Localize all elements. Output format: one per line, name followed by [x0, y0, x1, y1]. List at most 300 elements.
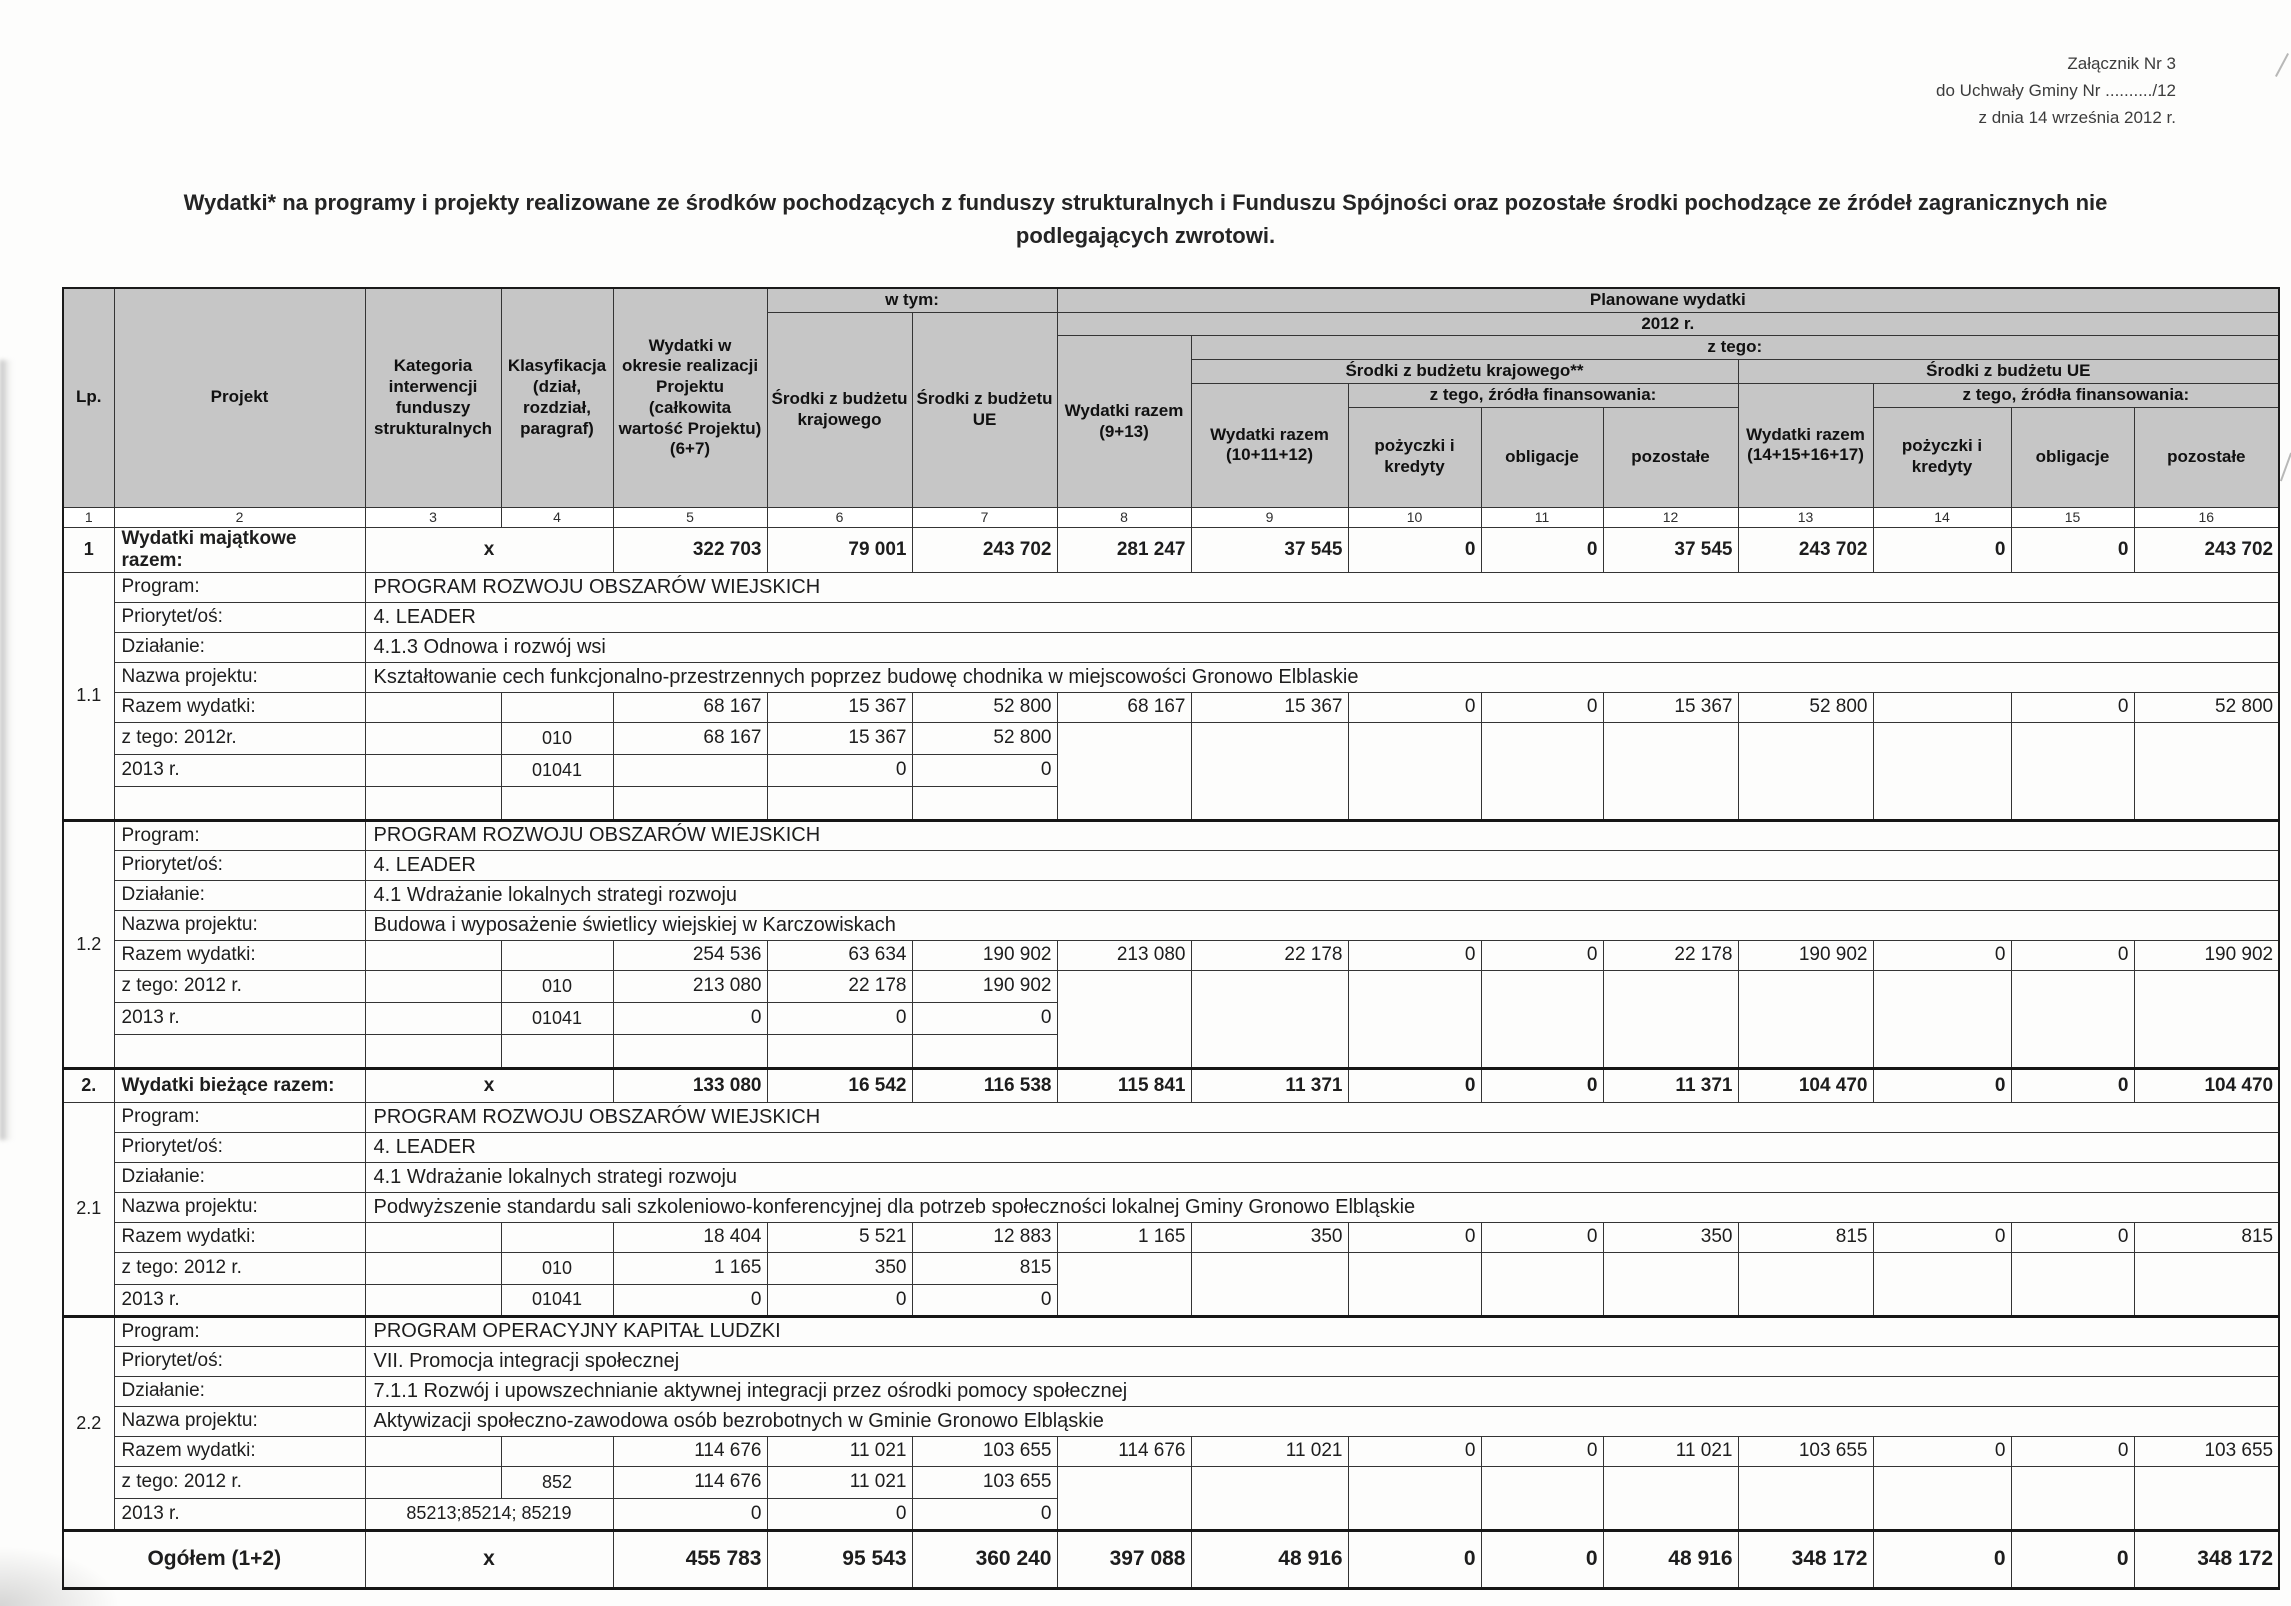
- scan-artifact: [0, 360, 13, 1140]
- razem-value: 103 655: [1738, 1436, 1873, 1466]
- summary-value: 11 371: [1191, 1068, 1348, 1102]
- razem-value: 68 167: [613, 692, 767, 722]
- empty-cell: [1738, 1252, 1873, 1316]
- empty-cell: [1873, 1466, 2011, 1530]
- summary-value: 16 542: [767, 1068, 912, 1102]
- header-srodki-krajowe-2: Środki z budżetu krajowego**: [1191, 360, 1738, 384]
- razem-value: 18 404: [613, 1222, 767, 1252]
- section-2-2-dzialanie-row: [63, 1376, 2279, 1406]
- empty-cell: [365, 1284, 501, 1316]
- razem-value: 103 655: [912, 1436, 1057, 1466]
- section-lp: 1.1: [63, 572, 114, 820]
- year-2013-value: 0: [767, 1002, 912, 1034]
- empty-cell: [365, 692, 501, 722]
- razem-value: 254 536: [613, 940, 767, 970]
- year-2012-value: 350: [767, 1252, 912, 1284]
- year-2013-value: 0: [613, 1002, 767, 1034]
- grand-total-value: 348 172: [2134, 1530, 2279, 1588]
- col-number: 15: [2011, 507, 2134, 527]
- empty-cell: [2011, 970, 2134, 1068]
- nazwa-label: Nazwa projektu:: [114, 910, 365, 940]
- header-obligacje-kraj: obligacje: [1481, 407, 1603, 507]
- col-number: 14: [1873, 507, 2011, 527]
- year-2013-value: 0: [912, 1002, 1057, 1034]
- razem-value: 0: [1481, 692, 1603, 722]
- year-2013-value: [613, 754, 767, 786]
- program-value: PROGRAM ROZWOJU OBSZARÓW WIEJSKICH: [365, 820, 2279, 850]
- grand-total-value: 360 240: [912, 1530, 1057, 1588]
- program-value: PROGRAM ROZWOJU OBSZARÓW WIEJSKICH: [365, 1102, 2279, 1132]
- nazwa-value: Aktywizacji społeczno-zawodowa osób bezrobotnych w Gminie Gronowo Elbląskie: [365, 1406, 2279, 1436]
- year-2013-value: 0: [912, 754, 1057, 786]
- empty-cell: [501, 786, 613, 820]
- summary-value: 11 371: [1603, 1068, 1738, 1102]
- section-2-2-priorytet-row: [63, 1346, 2279, 1376]
- empty-cell: [501, 1034, 613, 1068]
- razem-value: 0: [1873, 1222, 2011, 1252]
- summary-value: 281 247: [1057, 527, 1191, 572]
- title-line-2: podlegających zwrotowi.: [1015, 223, 1276, 248]
- year-2013-label: 2013 r.: [114, 754, 365, 786]
- razem-value: 114 676: [1057, 1436, 1191, 1466]
- razem-value: 350: [1603, 1222, 1738, 1252]
- empty-cell: [501, 1222, 613, 1252]
- year-2013-value: 0: [767, 1498, 912, 1530]
- summary-value: 322 703: [613, 527, 767, 572]
- grand-total-value: 0: [2011, 1530, 2134, 1588]
- year-2013-value: 0: [613, 1284, 767, 1316]
- empty-cell: [1191, 722, 1348, 820]
- nazwa-value: Podwyższenie standardu sali szkoleniowo-konferencyjnej dla potrzeb społeczności lokalnej Gminy Gronowo Elbląskie: [365, 1192, 2279, 1222]
- col-number: 5: [613, 507, 767, 527]
- col-number: 10: [1348, 507, 1481, 527]
- program-label: Program:: [114, 820, 365, 850]
- nazwa-label: Nazwa projektu:: [114, 1406, 365, 1436]
- section-2-2-2012-row: [63, 1466, 2279, 1498]
- empty-cell: [1191, 1466, 1348, 1530]
- empty-cell: [1057, 1252, 1191, 1316]
- year-2013-label: 2013 r.: [114, 1284, 365, 1316]
- nazwa-label: Nazwa projektu:: [114, 1192, 365, 1222]
- table-header: [63, 288, 2279, 507]
- empty-cell: [912, 786, 1057, 820]
- empty-cell: [1873, 722, 2011, 820]
- empty-cell: [1603, 722, 1738, 820]
- header-pozostale-ue: pozostałe: [2134, 407, 2279, 507]
- summary-row-capital: [63, 527, 2279, 572]
- klasyfikacja-value: 01041: [501, 754, 613, 786]
- section-1-2-dzialanie-row: [63, 880, 2279, 910]
- empty-cell: [2134, 970, 2279, 1068]
- summary-value: 79 001: [767, 527, 912, 572]
- priorytet-value: 4. LEADER: [365, 850, 2279, 880]
- x-mark: x: [365, 1068, 613, 1102]
- scan-artifact: [2275, 53, 2289, 77]
- summary-value: 243 702: [2134, 527, 2279, 572]
- razem-value: 22 178: [1191, 940, 1348, 970]
- year-2013-value: 0: [613, 1498, 767, 1530]
- razem-value: 0: [1873, 1436, 2011, 1466]
- year-2012-value: 190 902: [912, 970, 1057, 1002]
- klasyfikacja-value: 010: [501, 970, 613, 1002]
- section-lp: 2.2: [63, 1316, 114, 1530]
- empty-cell: [1348, 722, 1481, 820]
- razem-value: 11 021: [1603, 1436, 1738, 1466]
- col-number: 2: [114, 507, 365, 527]
- summary-value: 0: [1873, 1068, 2011, 1102]
- empty-cell: [1738, 970, 1873, 1068]
- year-2012-value: 22 178: [767, 970, 912, 1002]
- empty-cell: [365, 754, 501, 786]
- razem-value: 0: [1348, 692, 1481, 722]
- grand-total-label: Ogółem (1+2): [63, 1530, 365, 1588]
- razem-value: 0: [1481, 940, 1603, 970]
- klasyfikacja-value: 85213;85214; 85219: [365, 1498, 613, 1530]
- grand-total-value: 0: [1873, 1530, 2011, 1588]
- col-number: 16: [2134, 507, 2279, 527]
- priorytet-label: Priorytet/oś:: [114, 850, 365, 880]
- section-1-1-program-row: [63, 572, 2279, 602]
- empty-cell: [1603, 1252, 1738, 1316]
- empty-cell: [1603, 970, 1738, 1068]
- empty-cell: [1191, 970, 1348, 1068]
- year-2013-value: 0: [912, 1284, 1057, 1316]
- program-value: PROGRAM ROZWOJU OBSZARÓW WIEJSKICH: [365, 572, 2279, 602]
- resolution-number: do Uchwały Gminy Nr ........../12: [1936, 81, 2176, 101]
- empty-cell: [1348, 970, 1481, 1068]
- empty-cell: [1057, 1466, 1191, 1530]
- section-1-2-priorytet-row: [63, 850, 2279, 880]
- summary-value: 37 545: [1603, 527, 1738, 572]
- header-pozyczki-kraj: pożyczki i kredyty: [1348, 407, 1481, 507]
- empty-cell: [1481, 970, 1603, 1068]
- empty-cell: [1738, 722, 1873, 820]
- summary-lp: 2.: [63, 1068, 114, 1102]
- nazwa-value: Budowa i wyposażenie świetlicy wiejskiej w Karczowiskach: [365, 910, 2279, 940]
- summary-row-current: [63, 1068, 2279, 1102]
- empty-cell: [365, 1466, 501, 1498]
- header-srodki-ue-2: Środki z budżetu UE: [1738, 360, 2279, 384]
- resolution-date: z dnia 14 września 2012 r.: [1978, 108, 2176, 128]
- dzialanie-value: 4.1 Wdrażanie lokalnych strategi rozwoju: [365, 1162, 2279, 1192]
- program-label: Program:: [114, 572, 365, 602]
- razem-value: 815: [1738, 1222, 1873, 1252]
- dzialanie-value: 4.1 Wdrażanie lokalnych strategi rozwoju: [365, 880, 2279, 910]
- col-number: 4: [501, 507, 613, 527]
- program-label: Program:: [114, 1102, 365, 1132]
- col-number: 1: [63, 507, 114, 527]
- summary-label: Wydatki bieżące razem:: [114, 1068, 365, 1102]
- header-z-tego: z tego:: [1191, 336, 2279, 360]
- header-pozostale-kraj: pozostałe: [1603, 407, 1738, 507]
- header-kategoria: Kategoria interwencji funduszy strukturalnych: [365, 288, 501, 507]
- empty-cell: [365, 1034, 501, 1068]
- section-2-1-priorytet-row: [63, 1132, 2279, 1162]
- year-2012-value: 114 676: [613, 1466, 767, 1498]
- grand-total-value: 0: [1348, 1530, 1481, 1588]
- summary-value: 0: [1481, 527, 1603, 572]
- year-2012-value: 52 800: [912, 722, 1057, 754]
- dzialanie-value: 4.1.3 Odnowa i rozwój wsi: [365, 632, 2279, 662]
- summary-value: 104 470: [1738, 1068, 1873, 1102]
- section-1-1-2012-row: [63, 722, 2279, 754]
- expenses-table: [62, 287, 2280, 1590]
- summary-value: 243 702: [1738, 527, 1873, 572]
- year-2013-value: 0: [912, 1498, 1057, 1530]
- empty-cell: [767, 1034, 912, 1068]
- empty-cell: [613, 786, 767, 820]
- klasyfikacja-value: 852: [501, 1466, 613, 1498]
- section-2-2-razem-row: [63, 1436, 2279, 1466]
- razem-value: 0: [2011, 692, 2134, 722]
- nazwa-label: Nazwa projektu:: [114, 662, 365, 692]
- section-1-1-dzialanie-row: [63, 632, 2279, 662]
- column-number-row: [63, 507, 2279, 527]
- razem-value: 0: [2011, 1436, 2134, 1466]
- empty-cell: [365, 722, 501, 754]
- razem-value: 0: [2011, 940, 2134, 970]
- section-1-2-2012-row: [63, 970, 2279, 1002]
- razem-value: 52 800: [2134, 692, 2279, 722]
- year-2013-value: 0: [767, 1284, 912, 1316]
- empty-cell: [2011, 1252, 2134, 1316]
- razem-value: 815: [2134, 1222, 2279, 1252]
- nazwa-value: Kształtowanie cech funkcjonalno-przestrzennych poprzez budowę chodnika w miejscowości Gronowo Elblaskie: [365, 662, 2279, 692]
- empty-cell: [365, 1252, 501, 1284]
- grand-total-row: [63, 1530, 2279, 1588]
- razem-value: 68 167: [1057, 692, 1191, 722]
- document-title: [60, 186, 2231, 252]
- razem-value: 350: [1191, 1222, 1348, 1252]
- empty-cell: [365, 940, 501, 970]
- razem-value: 15 367: [1191, 692, 1348, 722]
- razem-value: 12 883: [912, 1222, 1057, 1252]
- section-2-1-program-row: [63, 1102, 2279, 1132]
- col-number: 6: [767, 507, 912, 527]
- x-mark: x: [365, 1530, 613, 1588]
- section-1-2-razem-row: [63, 940, 2279, 970]
- empty-cell: [501, 940, 613, 970]
- summary-value: 115 841: [1057, 1068, 1191, 1102]
- razem-value: [1873, 692, 2011, 722]
- summary-value: 243 702: [912, 527, 1057, 572]
- summary-value: 104 470: [2134, 1068, 2279, 1102]
- empty-cell: [1481, 722, 1603, 820]
- priorytet-value: 4. LEADER: [365, 1132, 2279, 1162]
- empty-cell: [1057, 970, 1191, 1068]
- empty-cell: [1348, 1466, 1481, 1530]
- year-2013-label: 2013 r.: [114, 1002, 365, 1034]
- razem-value: 0: [1873, 940, 2011, 970]
- summary-value: 0: [1481, 1068, 1603, 1102]
- year-2012-value: 815: [912, 1252, 1057, 1284]
- year-2012-value: 11 021: [767, 1466, 912, 1498]
- empty-cell: [114, 786, 365, 820]
- razem-value: 0: [1348, 940, 1481, 970]
- col-number: 13: [1738, 507, 1873, 527]
- col-number: 8: [1057, 507, 1191, 527]
- empty-cell: [2011, 722, 2134, 820]
- empty-cell: [365, 970, 501, 1002]
- empty-cell: [114, 1034, 365, 1068]
- header-projekt: Projekt: [114, 288, 365, 507]
- summary-value: 116 538: [912, 1068, 1057, 1102]
- summary-value: 0: [1348, 1068, 1481, 1102]
- razem-value: 0: [1481, 1436, 1603, 1466]
- summary-value: 133 080: [613, 1068, 767, 1102]
- klasyfikacja-value: 010: [501, 722, 613, 754]
- klasyfikacja-value: 01041: [501, 1284, 613, 1316]
- priorytet-value: 4. LEADER: [365, 602, 2279, 632]
- priorytet-value: VII. Promocja integracji społecznej: [365, 1346, 2279, 1376]
- section-2-2-program-row: [63, 1316, 2279, 1346]
- grand-total-value: 0: [1481, 1530, 1603, 1588]
- summary-label: Wydatki majątkowe razem:: [114, 527, 365, 572]
- scan-artifact: [2280, 453, 2291, 482]
- empty-cell: [1057, 722, 1191, 820]
- empty-cell: [2134, 1252, 2279, 1316]
- year-2012-value: 68 167: [613, 722, 767, 754]
- header-srodki-ue: Środki z budżetu UE: [912, 312, 1057, 507]
- grand-total-value: 455 783: [613, 1530, 767, 1588]
- razem-value: 213 080: [1057, 940, 1191, 970]
- razem-value: 11 021: [767, 1436, 912, 1466]
- section-2-1-2012-row: [63, 1252, 2279, 1284]
- empty-cell: [1191, 1252, 1348, 1316]
- section-1-2-program-row: [63, 820, 2279, 850]
- x-mark: x: [365, 527, 613, 572]
- razem-value: 15 367: [767, 692, 912, 722]
- year-2012-value: 1 165: [613, 1252, 767, 1284]
- header-rok-2012: 2012 r.: [1057, 312, 2279, 336]
- year-2012-label: z tego: 2012 r.: [114, 970, 365, 1002]
- razem-value: 114 676: [613, 1436, 767, 1466]
- razem-value: 0: [1348, 1222, 1481, 1252]
- col-number: 3: [365, 507, 501, 527]
- klasyfikacja-value: 01041: [501, 1002, 613, 1034]
- summary-value: 0: [2011, 527, 2134, 572]
- header-obligacje-ue: obligacje: [2011, 407, 2134, 507]
- grand-total-value: 48 916: [1191, 1530, 1348, 1588]
- section-2-1-nazwa-row: [63, 1192, 2279, 1222]
- razem-value: 15 367: [1603, 692, 1738, 722]
- summary-value: 0: [1873, 527, 2011, 572]
- col-number: 11: [1481, 507, 1603, 527]
- summary-value: 0: [1348, 527, 1481, 572]
- empty-cell: [1481, 1252, 1603, 1316]
- razem-value: 190 902: [1738, 940, 1873, 970]
- attachment-number: Załącznik Nr 3: [2067, 54, 2176, 73]
- empty-cell: [501, 1436, 613, 1466]
- klasyfikacja-value: 010: [501, 1252, 613, 1284]
- header-wydatki-razem-10-11-12: Wydatki razem (10+11+12): [1191, 383, 1348, 507]
- priorytet-label: Priorytet/oś:: [114, 602, 365, 632]
- header-wydatki-razem-9-13: Wydatki razem (9+13): [1057, 336, 1191, 507]
- header-planowane-wydatki: Planowane wydatki: [1057, 288, 2279, 312]
- year-2012-value: 213 080: [613, 970, 767, 1002]
- year-2012-value: 103 655: [912, 1466, 1057, 1498]
- header-pozyczki-ue: pożyczki i kredyty: [1873, 407, 2011, 507]
- empty-cell: [1481, 1466, 1603, 1530]
- razem-value: 1 165: [1057, 1222, 1191, 1252]
- razem-value: 5 521: [767, 1222, 912, 1252]
- section-2-1-dzialanie-row: [63, 1162, 2279, 1192]
- year-2013-label: 2013 r.: [114, 1498, 365, 1530]
- priorytet-label: Priorytet/oś:: [114, 1346, 365, 1376]
- empty-cell: [365, 786, 501, 820]
- razem-label: Razem wydatki:: [114, 1436, 365, 1466]
- title-line-1: Wydatki* na programy i projekty realizowane ze środków pochodzących z funduszy strukturalnych i Funduszu Spójności oraz pozostałe środki pochodzące ze źródeł zagranicznych nie: [183, 190, 2108, 215]
- program-value: PROGRAM OPERACYJNY KAPITAŁ LUDZKI: [365, 1316, 2279, 1346]
- section-1-1-priorytet-row: [63, 602, 2279, 632]
- program-label: Program:: [114, 1316, 365, 1346]
- empty-cell: [613, 1034, 767, 1068]
- razem-label: Razem wydatki:: [114, 692, 365, 722]
- section-2-2-nazwa-row: [63, 1406, 2279, 1436]
- empty-cell: [767, 786, 912, 820]
- empty-cell: [365, 1002, 501, 1034]
- year-2013-value: 0: [767, 754, 912, 786]
- section-lp: 2.1: [63, 1102, 114, 1316]
- empty-cell: [1873, 1252, 2011, 1316]
- col-number: 12: [1603, 507, 1738, 527]
- header-srodki-krajowe: Środki z budżetu krajowego: [767, 312, 912, 507]
- grand-total-value: 48 916: [1603, 1530, 1738, 1588]
- section-1-2-nazwa-row: [63, 910, 2279, 940]
- empty-cell: [2011, 1466, 2134, 1530]
- header-klasyfikacja: Klasyfikacja (dział, rozdział, paragraf): [501, 288, 613, 507]
- year-2012-value: 15 367: [767, 722, 912, 754]
- grand-total-value: 95 543: [767, 1530, 912, 1588]
- dzialanie-label: Działanie:: [114, 880, 365, 910]
- year-2012-label: z tego: 2012 r.: [114, 1252, 365, 1284]
- header-wydatki-razem-14-17: Wydatki razem (14+15+16+17): [1738, 383, 1873, 507]
- priorytet-label: Priorytet/oś:: [114, 1132, 365, 1162]
- razem-value: 190 902: [912, 940, 1057, 970]
- empty-cell: [1738, 1466, 1873, 1530]
- header-wydatki-okres: Wydatki w okresie realizacji Projektu (całkowita wartość Projektu) (6+7): [613, 288, 767, 507]
- dzialanie-label: Działanie:: [114, 1162, 365, 1192]
- col-number: 7: [912, 507, 1057, 527]
- empty-cell: [365, 1436, 501, 1466]
- razem-label: Razem wydatki:: [114, 1222, 365, 1252]
- razem-value: 103 655: [2134, 1436, 2279, 1466]
- razem-label: Razem wydatki:: [114, 940, 365, 970]
- header-zrodla-finansowania-ue: z tego, źródła finansowania:: [1873, 383, 2279, 407]
- razem-value: 190 902: [2134, 940, 2279, 970]
- razem-value: 52 800: [912, 692, 1057, 722]
- razem-value: 0: [1481, 1222, 1603, 1252]
- year-2012-label: z tego: 2012 r.: [114, 1466, 365, 1498]
- empty-cell: [501, 692, 613, 722]
- empty-cell: [2134, 722, 2279, 820]
- empty-cell: [365, 1222, 501, 1252]
- dzialanie-label: Działanie:: [114, 1376, 365, 1406]
- razem-value: 63 634: [767, 940, 912, 970]
- col-number: 9: [1191, 507, 1348, 527]
- razem-value: 52 800: [1738, 692, 1873, 722]
- empty-cell: [1348, 1252, 1481, 1316]
- razem-value: 11 021: [1191, 1436, 1348, 1466]
- razem-value: 0: [1348, 1436, 1481, 1466]
- razem-value: 22 178: [1603, 940, 1738, 970]
- summary-value: 0: [2011, 1068, 2134, 1102]
- grand-total-value: 397 088: [1057, 1530, 1191, 1588]
- section-lp: 1.2: [63, 820, 114, 1068]
- empty-cell: [912, 1034, 1057, 1068]
- year-2012-label: z tego: 2012r.: [114, 722, 365, 754]
- grand-total-value: 348 172: [1738, 1530, 1873, 1588]
